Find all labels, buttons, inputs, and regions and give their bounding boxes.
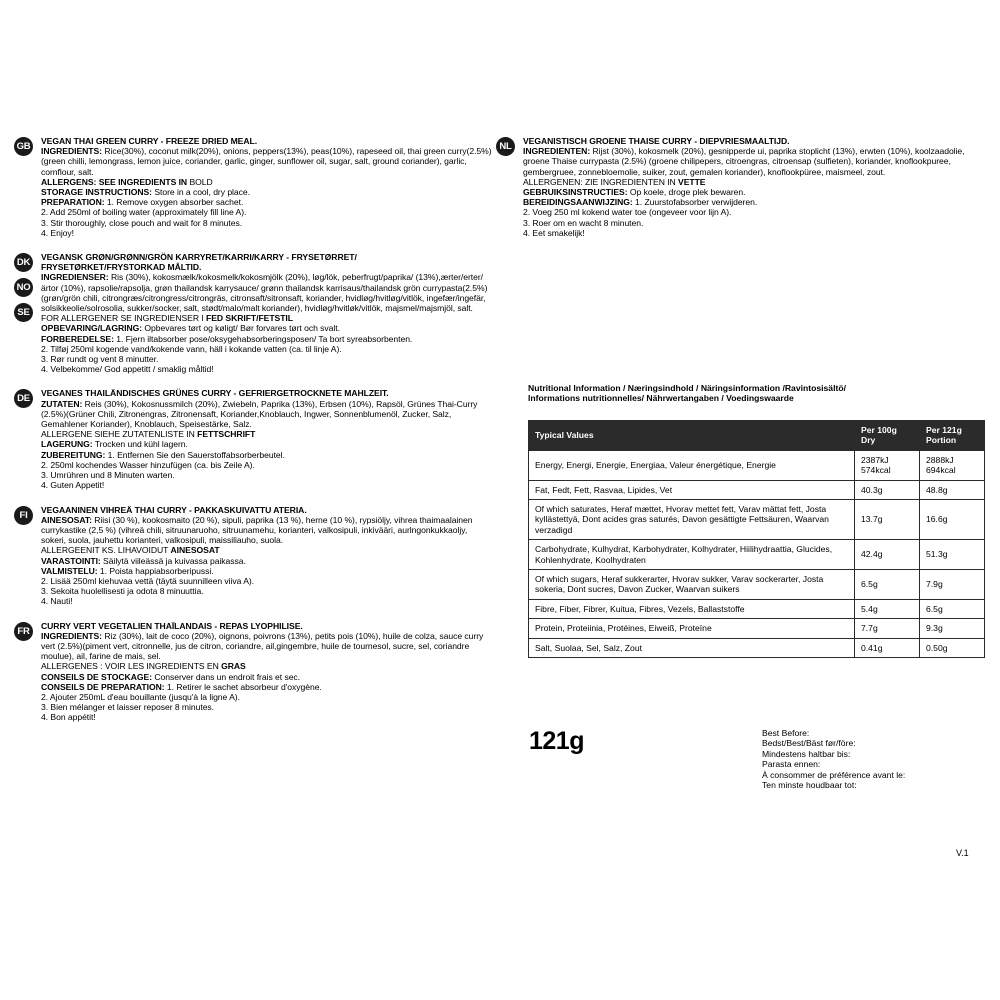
paragraph-text: ALLERGENE SIEHE ZUTATENLISTE IN: [41, 429, 198, 440]
nutrition-header-row: [529, 421, 985, 451]
nutrient-label: Energy, Energi, Energie, Energiaa, Valeur énergétique, Energie: [529, 450, 855, 480]
section-paragraph: [41, 712, 492, 722]
nutrient-per100-line1: 6.5g: [861, 579, 878, 590]
best-before-block: [762, 728, 905, 790]
paragraph-label: ZUTATEN:: [41, 398, 83, 409]
paragraph-text: 4. Eet smakelijk!: [523, 227, 585, 238]
section-paragraph: [41, 187, 492, 197]
section-paragraph: [523, 218, 986, 228]
section-paragraph: [41, 672, 492, 682]
language-block: [14, 388, 492, 490]
section-paragraph: [41, 450, 492, 460]
paragraph-text: 3. Stir thoroughly, close pouch and wait for 8 minutes.: [41, 217, 243, 228]
language-body-text: [41, 505, 492, 607]
section-paragraph: [41, 480, 492, 490]
paragraph-text: Op koele, droge plek bewaren.: [627, 187, 746, 198]
nutrition-heading-line1: Nutritional Information / Næringsindhold / Näringsinformation /Ravintosisältö/: [528, 383, 846, 393]
section-paragraph: [41, 197, 492, 207]
paragraph-label: INGREDIENSER:: [41, 272, 109, 283]
paragraph-label: CONSEILS DE STOCKAGE:: [41, 671, 153, 682]
version-label: V.1: [956, 848, 969, 858]
nutrient-label: Of which sugars, Heraf sukkerarter, Hvorav sukker, Varav sockerarter, Josta sokeria, Dont sucres, Davon Zucker, Waarvan suikers: [529, 570, 855, 600]
language-block: [14, 621, 492, 723]
paragraph-label: FORBEREDELSE:: [41, 333, 114, 344]
section-title-text: VEGAANINEN VIHREÄ THAI CURRY - PAKKASKUIVATTU ATERIA.: [41, 504, 307, 515]
section-paragraph: [41, 177, 492, 187]
section-title-text: FRYSETØRKET/FRYSTORKAD MÅLTID.: [41, 262, 202, 273]
nutrient-portion-value: [920, 638, 985, 657]
paragraph-label: VALMISTELU:: [41, 565, 98, 576]
language-block: [14, 252, 492, 374]
paragraph-text: Ris (30%), kokosmælk/kokosmelk/kokosmjölk (20%), løg/lök, peberfrugt/paprika/ (13%),ærter/erter/ärtor (10%), rapsolie/rapsolja, grøn thailandsk karrysauce/ grønn thailandsk karrisaus/thailandsk grön currypasta(2.5%) (grøn/grön chili, citrongræs/citrongress/citrongräs, citronsaft/sitronsaft, koriander, hvidløg/hvitløg/vitlök, ingefær/ingefär, solsikkeolie/solrosolia, sukker/socker, salt, stødt/malo/malt koriander), hvidløg/hvitløk/vitlök, majsmel/majsmjöl, salt.: [41, 272, 488, 314]
section-paragraph: [41, 207, 492, 217]
paragraph-text: Conserver dans un endroit frais et sec.: [152, 671, 301, 682]
section-title: [523, 136, 986, 146]
table-row: [529, 540, 985, 570]
paragraph-text: 1. Poista happiabsorberipussi.: [97, 565, 214, 576]
right-language-column: [496, 136, 986, 252]
paragraph-label: VARASTOINTI:: [41, 555, 101, 566]
nutrient-per100-line2: 574kcal: [861, 465, 891, 476]
section-paragraph: [41, 218, 492, 228]
section-paragraph: [41, 334, 492, 344]
paragraph-text: 1. Retirer le sachet absorbeur d'oxygène.: [164, 681, 322, 692]
country-code-badge: FI: [14, 506, 33, 525]
section-title-text: VEGANSK GRØN/GRØNN/GRÖN KARRYRET/KARRI/KARRY - FRYSETØRRET/: [41, 252, 357, 263]
table-row: [529, 500, 985, 540]
section-paragraph: [41, 586, 492, 596]
paragraph-text: 4. Guten Appetit!: [41, 480, 105, 491]
section-paragraph: [41, 399, 492, 430]
nutrient-label: Carbohydrate, Kulhydrat, Karbohydrater, Kolhydrater, Hiilihydraattia, Glucides, Kohlenhydrate, Koolhydraten: [529, 540, 855, 570]
language-body-text: [41, 136, 492, 238]
country-code-badge: FR: [14, 622, 33, 641]
section-paragraph: [41, 702, 492, 712]
country-code-badge: DK: [14, 253, 33, 272]
section-paragraph: [523, 146, 986, 177]
paragraph-text: 3. Umrühren und 8 Minuten warten.: [41, 470, 175, 481]
paragraph-emphasis: VETTE: [678, 176, 706, 187]
nutrient-portion-value: [920, 540, 985, 570]
paragraph-label: INGREDIENTS:: [41, 630, 102, 641]
language-body-text: [523, 136, 986, 238]
paragraph-label: STORAGE INSTRUCTIONS:: [41, 187, 152, 198]
country-flags: [14, 389, 36, 414]
section-paragraph: [41, 545, 492, 555]
paragraph-text: Store in a cool, dry place.: [152, 187, 250, 198]
country-code-badge: GB: [14, 137, 33, 156]
section-paragraph: [41, 429, 492, 439]
country-flags: [14, 506, 36, 531]
section-paragraph: [41, 228, 492, 238]
country-flags: [14, 622, 36, 647]
paragraph-text: 3. Rør rundt og vent 8 minutter.: [41, 354, 159, 365]
section-paragraph: [41, 460, 492, 470]
nutrient-per100-value: [855, 619, 920, 638]
nutrient-portion-line1: 9.3g: [926, 623, 943, 634]
paragraph-text: 3. Roer om en wacht 8 minuten.: [523, 217, 644, 228]
country-code-badge: NL: [496, 137, 515, 156]
language-body-text: [41, 621, 492, 723]
paragraph-text: ALLERGENES : VOIR LES INGREDIENTS EN: [41, 661, 222, 672]
language-body-text: [41, 388, 492, 490]
nutrient-per100-line1: 7.7g: [861, 623, 878, 634]
paragraph-text: 1. Fjern iltabsorber pose/oksygehabsorberingsposen/ Ta bort syreabsorbenten.: [113, 333, 413, 344]
nutrition-col-portion-line1: Per 121g: [926, 425, 962, 435]
paragraph-text: 2. Add 250ml of boiling water (approximately fill line A).: [41, 207, 247, 218]
nutrition-heading: [528, 383, 988, 404]
paragraph-text: Riisi (30 %), kookosmaito (20 %), sipuli, paprika (13 %), herne (10 %), rypsiöljy, vihrea thaimaalainen currykastike (2,5 %) (vihreä chili, sitruunaruoho, sitruunamehu, korianteri, valkosipuli, inkivääri, aurlngonkukkaoljy, sokeri, suola, jauhettu korianteri, valkosipuli, maissiliauho, suola.: [41, 514, 473, 546]
paragraph-text: Rice(30%), coconut milk(20%), onions, peppers(13%), peas(10%), rapeseed oil, thai green curry(2.5%) (green chilli, lemongrass, lemon juice, coriander, garlic, ginger, sunflower oil, sugar, salt, ground coriander), garlic, cornflour, salt.: [41, 146, 492, 177]
paragraph-text: 2. Voeg 250 ml kokend water toe (ongeveer voor lijn A).: [523, 207, 732, 218]
section-paragraph: [41, 344, 492, 354]
section-title: [41, 136, 492, 146]
section-paragraph: [523, 197, 986, 207]
paragraph-label: INGREDIENTS:: [41, 146, 102, 157]
nutrition-col-per100-line2: Dry: [861, 435, 876, 446]
nutrient-per100-line1: 2387kJ: [861, 454, 889, 465]
nutrient-portion-line1: 0.50g: [926, 642, 948, 653]
paragraph-text: Trocken und kühl lagern.: [92, 439, 188, 450]
nutrient-portion-line1: 16.6g: [926, 514, 948, 525]
paragraph-text: 2. Ajouter 250mL d'eau bouillante (jusqu'à la ligne A).: [41, 691, 240, 702]
best-before-line: Bedst/Best/Bäst før/före:: [762, 738, 856, 749]
nutrient-portion-value: [920, 599, 985, 618]
section-title-text: VEGANISTISCH GROENE THAISE CURRY - DIEPVRIESMAALTIJD.: [523, 136, 790, 146]
paragraph-label: PREPARATION:: [41, 197, 105, 208]
nutrient-portion-line1: 6.5g: [926, 603, 943, 614]
section-title-text: CURRY VERT VEGETALIEN THAÏLANDAIS - REPAS LYOPHILISE.: [41, 620, 303, 631]
nutrient-per100-line1: 13.7g: [861, 514, 883, 525]
section-title: [41, 262, 492, 272]
section-paragraph: [41, 313, 492, 323]
section-paragraph: [523, 207, 986, 217]
nutrient-label: Fibre, Fiber, Fibrer, Kuitua, Fibres, Vezels, Ballaststoffe: [529, 599, 855, 618]
paragraph-label: GEBRUIKSINSTRUCTIES:: [523, 187, 628, 198]
section-paragraph: [41, 631, 492, 662]
nutrient-portion-value: [920, 570, 985, 600]
paragraph-text: Rijst (30%), kokosmelk (20%), gesnipperde ui, paprika stoplicht (13%), erwten (10%), koolzaadolie, groene Thaise currypasta (2.5%) (groene chilipepers, citroengras, citroensap (sulfieten), koriander, knoflookpuree, gembergruee, zonnebloemolie, suiker, zout, gemalen koriander), knoflookpüree, maismeel, zout.: [523, 146, 965, 177]
nutrient-per100-line1: 0.41g: [861, 642, 883, 653]
best-before-line: Ten minste houdbaar tot:: [762, 780, 857, 791]
section-paragraph: [41, 515, 492, 546]
paragraph-text: 4. Bon appétit!: [41, 712, 96, 723]
table-row: [529, 450, 985, 480]
section-title: [41, 505, 492, 515]
section-title-text: VEGANES THAILÄNDISCHES GRÜNES CURRY - GEFRIERGETROCKNETE MAHLZEIT.: [41, 388, 389, 399]
nutrient-portion-value: [920, 450, 985, 480]
paragraph-label: OPBEVARING/LAGRING:: [41, 323, 143, 334]
paragraph-label: INGREDIENTEN:: [523, 146, 591, 157]
nutrient-per100-value: [855, 500, 920, 540]
country-code-badge: SE: [14, 303, 33, 322]
nutrient-portion-value: [920, 480, 985, 499]
section-paragraph: [523, 187, 986, 197]
paragraph-text: ALLERGENEN: ZIE INGREDIENTEN IN: [523, 176, 679, 187]
section-paragraph: [523, 177, 986, 187]
table-row: [529, 638, 985, 657]
paragraph-text: Reis (30%), Kokosnussmilch (20%), Zwiebeln, Paprika (13%), Erbsen (10%), Rapsöl, Grünes Thai-Curry (2.5%)(Grüner Chili, Zitronengras, Zitronensaft, Koriander,Knoblauch, Ingwer, Sonnenblumenöl, Zucker, Salz, Gemahlener Koriander), Knoblauch, Speisestärke, Salz.: [41, 398, 478, 430]
paragraph-label: CONSEILS DE PREPARATION:: [41, 681, 165, 692]
paragraph-text: Opbevares tørt og køligt/ Bør forvares tørt och svalt.: [142, 323, 340, 334]
section-paragraph: [41, 576, 492, 586]
table-row: [529, 480, 985, 499]
paragraph-text: 2. Tilføj 250ml kogende vand/kokende vann, häll i kokande vatten (ca. til linje A).: [41, 343, 342, 354]
language-block: [14, 136, 492, 238]
section-paragraph: [41, 323, 492, 333]
section-title: [41, 252, 492, 262]
nutrient-label: Salt, Suolaa, Sel, Salz, Zout: [529, 638, 855, 657]
nutrient-portion-line1: 2888kJ: [926, 454, 954, 465]
section-paragraph: [41, 556, 492, 566]
paragraph-text: 2. Lisää 250ml kiehuvaa vettä (täytä suunnilleen viiva A).: [41, 575, 255, 586]
nutrient-label: Fat, Fedt, Fett, Rasvaa, Lipides, Vet: [529, 480, 855, 499]
left-language-column: [14, 136, 492, 737]
section-paragraph: [523, 228, 986, 238]
section-paragraph: [41, 596, 492, 606]
section-paragraph: [41, 354, 492, 364]
section-paragraph: [41, 682, 492, 692]
nutrition-col-portion: [920, 421, 985, 451]
nutrient-per100-value: [855, 480, 920, 499]
nutrition-col-per100-line1: Per 100g: [861, 425, 897, 435]
language-body-text: [41, 252, 492, 374]
country-flags: [14, 137, 36, 162]
country-code-badge: NO: [14, 278, 33, 297]
paragraph-text: BOLD: [189, 176, 213, 187]
paragraph-text: 4. Velbekomme/ God appetitt / smaklig måltid!: [41, 364, 214, 375]
paragraph-text: FOR ALLERGENER SE INGREDIENSER I: [41, 313, 207, 324]
paragraph-label: AINESOSAT:: [41, 514, 92, 525]
paragraph-text: 4. Nauti!: [41, 596, 73, 607]
section-paragraph: [41, 566, 492, 576]
section-paragraph: [41, 439, 492, 449]
paragraph-text: 3. Sekoita huolellisesti ja odota 8 minuuttia.: [41, 586, 204, 597]
nutrient-portion-line1: 7.9g: [926, 579, 943, 590]
net-weight: 121g: [529, 727, 584, 755]
paragraph-text: Riz (30%), lait de coco (20%), oignons, poivrons (13%), petits pois (10%), huile de colza, sauce curry vert (2.5%)(piment vert, citronnelle, jus de citron, coriandre, ail,gingembre, huile de tournesol, sucre, sel, coriandre moulue), ail, farine de mais, sel.: [41, 630, 484, 662]
paragraph-emphasis: GRAS: [221, 661, 246, 672]
section-paragraph: [41, 692, 492, 702]
nutrition-col-portion-line2: Portion: [926, 435, 957, 446]
nutrition-table: [528, 420, 985, 658]
nutrition-col-label: Typical Values: [529, 421, 855, 451]
paragraph-label: LAGERUNG:: [41, 439, 93, 450]
language-block: [14, 505, 492, 607]
paragraph-text: 1. Entfernen Sie den Sauerstoffabsorberbeutel.: [105, 449, 285, 460]
nutrient-portion-value: [920, 500, 985, 540]
nutrition-col-per100: [855, 421, 920, 451]
section-paragraph: [41, 272, 492, 313]
paragraph-emphasis: FETTSCHRIFT: [197, 429, 256, 440]
nutrient-per100-line1: 5.4g: [861, 603, 878, 614]
paragraph-text: Säilytä viileässä ja kuivassa paikassa.: [100, 555, 246, 566]
paragraph-label: ZUBEREITUNG:: [41, 449, 106, 460]
nutrient-per100-value: [855, 540, 920, 570]
section-paragraph: [41, 470, 492, 480]
table-row: [529, 570, 985, 600]
paragraph-text: ALLERGEENIT KS. LIHAVOIDUT: [41, 545, 171, 556]
paragraph-text: 1. Zuurstofabsorber verwijderen.: [632, 197, 758, 208]
section-title: [41, 621, 492, 631]
nutrient-per100-line1: 40.3g: [861, 484, 883, 495]
table-row: [529, 619, 985, 638]
best-before-line: Best Before:: [762, 728, 810, 738]
paragraph-text: 1. Remove oxygen absorber sachet.: [104, 197, 244, 208]
paragraph-text: 3. Bien mélanger et laisser reposer 8 minutes.: [41, 702, 215, 713]
section-title: [41, 388, 492, 398]
paragraph-label: BEREIDINGSAANWIJZING:: [523, 197, 633, 208]
paragraph-emphasis: FED SKRIFT/FETSTIL: [206, 313, 293, 324]
nutrient-per100-value: [855, 599, 920, 618]
nutrient-per100-line1: 42.4g: [861, 549, 883, 560]
paragraph-text: 2. 250ml kochendes Wasser hinzufügen (ca. bis Zeile A).: [41, 459, 255, 470]
nutrient-portion-line1: 48.8g: [926, 484, 948, 495]
best-before-line: Parasta ennen:: [762, 759, 821, 770]
nutrient-portion-line2: 694kcal: [926, 465, 956, 476]
section-paragraph: [41, 661, 492, 671]
nutrition-heading-line2: Informations nutritionnelles/ Nährwertangaben / Voedingswaarde: [528, 393, 794, 404]
country-flags: [14, 253, 36, 328]
paragraph-emphasis: AINESOSAT: [170, 545, 220, 556]
nutrient-label: Protein, Proteiinia, Protéines, Eiweiß, Proteïne: [529, 619, 855, 638]
best-before-line: Mindestens haltbar bis:: [762, 748, 851, 759]
nutrient-label: Of which saturates, Heraf mættet, Hvorav mettet fett, Varav mättat fett, Josta kyllästettyä, Dont acides gras saturés, Davon gesättigte Fettsäuren, Waarvan verzadigd: [529, 500, 855, 540]
nutrient-per100-value: [855, 638, 920, 657]
country-flags: [496, 137, 518, 162]
best-before-line: À consommer de préférence avant le:: [762, 769, 906, 780]
section-paragraph: [41, 364, 492, 374]
nutrient-portion-line1: 51.3g: [926, 549, 948, 560]
section-title-text: VEGAN THAI GREEN CURRY - FREEZE DRIED MEAL.: [41, 136, 258, 146]
paragraph-label: ALLERGENS: SEE INGREDIENTS IN: [41, 176, 190, 187]
paragraph-text: 4. Enjoy!: [41, 227, 74, 238]
table-row: [529, 599, 985, 618]
language-block: [496, 136, 986, 238]
nutrient-per100-value: [855, 450, 920, 480]
country-code-badge: DE: [14, 389, 33, 408]
nutrient-portion-value: [920, 619, 985, 638]
nutrient-per100-value: [855, 570, 920, 600]
section-paragraph: [41, 146, 492, 177]
